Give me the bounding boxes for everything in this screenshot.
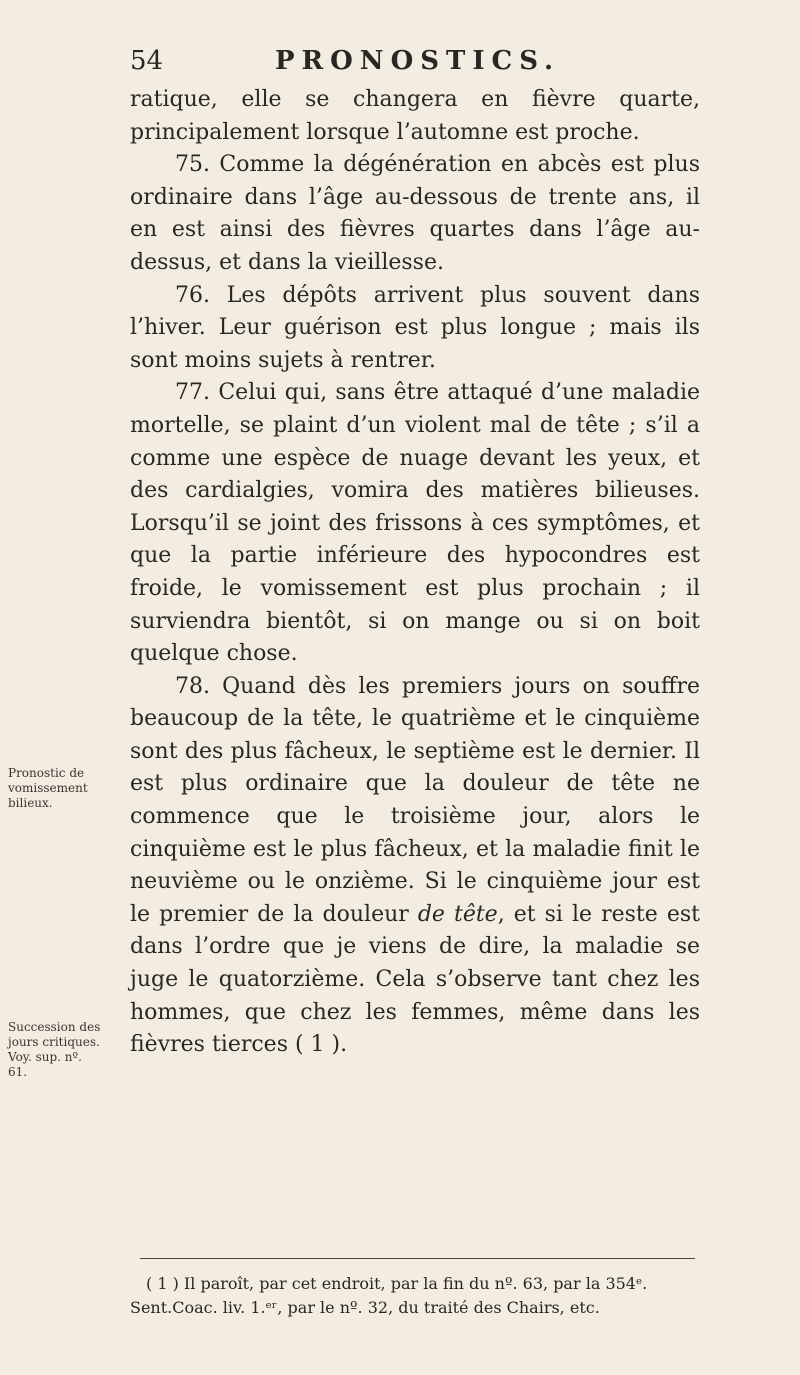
paragraph-78-text-b: , et si le reste est dans l’ordre que je viens de dire, la maladie se juge le quatorzième. Cela s’observe tant chez les hommes, que chez les femmes, même dans les fièvres tierces ( 1 ).	[130, 901, 700, 1058]
paragraph-78	[130, 671, 700, 1062]
footnote-text: ( 1 ) Il paroît, par cet endroit, par la fin du nº. 63, par la 354ᵉ. Sent.Coac. liv. 1.ᵉʳ, par le nº. 32, du traité des Chairs, etc.	[130, 1274, 648, 1317]
margin-note-succession: Succession des jours critiques. Voy. sup. nº. 61.	[8, 1020, 101, 1079]
paragraph-77: 77. Celui qui, sans être attaqué d’une maladie mortelle, se plaint d’un violent mal de tête ; s’il a comme une espèce de nuage devant les yeux, et des cardialgies, vomira des matières bilieuses. Lorsqu’il se joint des frissons à ces symptômes, et que la partie inférieure des hypocondres est froide, le vomissement est plus prochain ; il surviendra bientôt, si on mange ou si on boit quelque chose.	[130, 380, 700, 667]
paragraph-76: 76. Les dépôts arrivent plus souvent dans l’hiver. Leur guérison est plus longue ; mais ils sont moins sujets à rentrer.	[130, 282, 700, 373]
main-text	[130, 84, 700, 1062]
paragraph-continued: ratique, elle se changera en fièvre quarte, principalement lorsque l’automne est proche.	[130, 87, 700, 145]
page-number: 54	[130, 46, 164, 76]
running-title: PRONOSTICS.	[275, 46, 561, 76]
paragraph-78-text-a: 78. Quand dès les premiers jours on souffre beaucoup de la tête, le quatrième et le cinquième sont des plus fâcheux, le septième est le dernier. Il est plus ordinaire que la douleur de tête ne commence que le troisième jour, alors le cinquième est le plus fâcheux, et la maladie finit le neuvième ou le onzième. Si le cinquième jour est le premier de la douleur	[130, 673, 700, 927]
margin-note-vomissement: Pronostic de vomissement bilieux.	[8, 766, 88, 810]
footnote	[130, 1272, 695, 1320]
paragraph-75: 75. Comme la dégénération en abcès est plus ordinaire dans l’âge au-dessous de trente ans, il en est ainsi des fièvres quartes dans l’âge au-dessus, et dans la vieillesse.	[130, 152, 700, 275]
footnote-divider	[140, 1258, 695, 1259]
paragraph-78-italic: de tête	[417, 901, 498, 927]
